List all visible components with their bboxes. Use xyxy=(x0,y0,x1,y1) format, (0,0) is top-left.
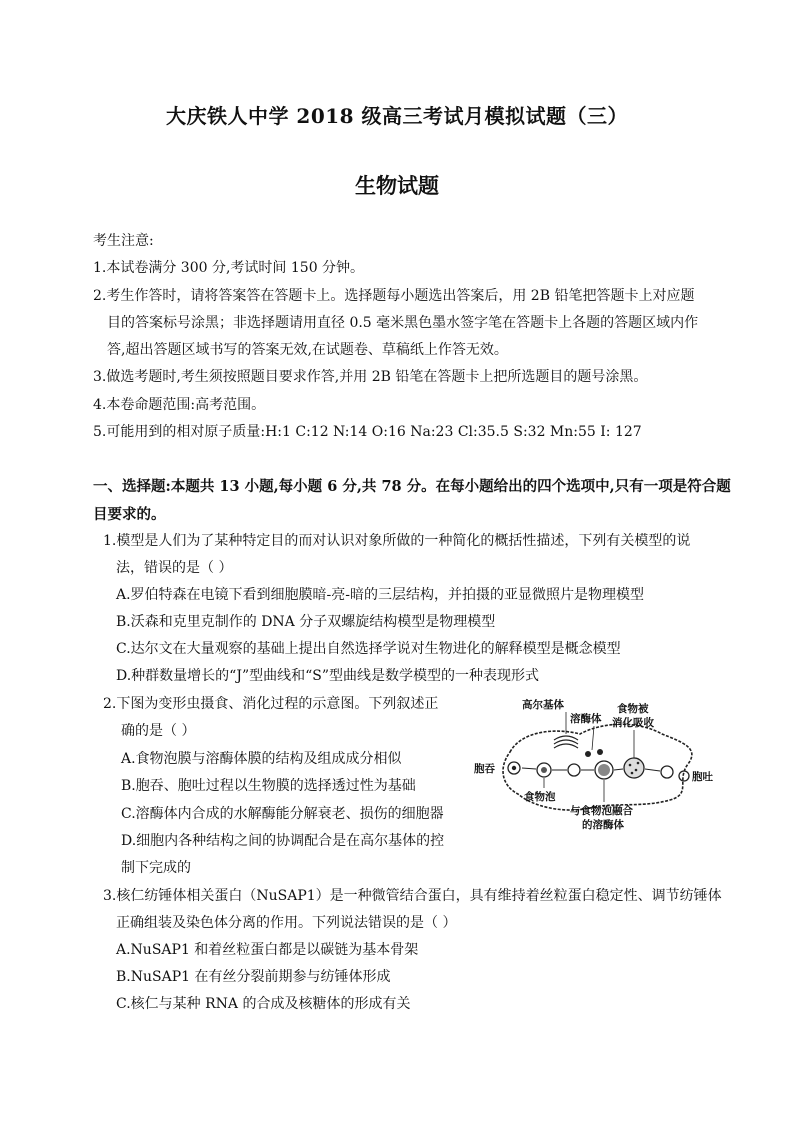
golgi-label: 高尔基体 xyxy=(522,699,564,711)
exocytosis-label: 胞吐 xyxy=(692,771,713,783)
q2-option-b: B.胞吞、胞吐过程以生物膜的选择透过性为基础 xyxy=(121,778,416,794)
amoeba-digestion-diagram xyxy=(462,690,720,840)
lysosome-label: 溶酶体 xyxy=(570,713,602,725)
q2-option-a: A.食物泡膜与溶酶体膜的结构及组成成分相似 xyxy=(121,751,402,767)
fused-lysosome-label-cont: 的溶酶体 xyxy=(582,819,624,831)
notice-item: 5.可能用到的相对原子质量:H:1 C:12 N:14 O:16 Na:23 Cl:35.5 S:32 Mn:55 I: 127 xyxy=(93,424,642,440)
notice-item: 3.做选考题时,考生须按照题目要求作答,并用 2B 铅笔在答题卡上把所选题目的题号涂黑。 xyxy=(93,369,648,385)
digested-label-cont: 消化吸收 xyxy=(612,717,654,729)
notice-item: 答,超出答题区域书写的答案无效,在试题卷、草稿纸上作答无效。 xyxy=(107,342,508,358)
q3-stem-cont: 正确组装及染色体分离的作用。下列说法错误的是（ ） xyxy=(116,915,457,931)
q3-option-a: A.NuSAP1 和着丝粒蛋白都是以碳链为基本骨架 xyxy=(116,942,419,958)
notice-item: 2.考生作答时，请将答案答在答题卡上。选择题每小题选出答案后，用 2B 铅笔把答题卡上对应题 xyxy=(93,288,695,304)
exam-title: 大庆铁人中学 2018 级高三考试月模拟试题（三） xyxy=(165,104,629,128)
section-heading-cont: 目要求的。 xyxy=(93,506,166,523)
q3-stem: 3.核仁纺锤体相关蛋白（NuSAP1）是一种微管结合蛋白，具有维持着丝粒蛋白稳定性、调节纺锤体 xyxy=(103,888,722,904)
q2-option-d-cont: 制下完成的 xyxy=(121,860,191,876)
q2-stem: 2.下图为变形虫摄食、消化过程的示意图。下列叙述正 xyxy=(103,696,439,712)
subject-title: 生物试题 xyxy=(355,173,439,198)
notice-item: 1.本试卷满分 300 分,考试时间 150 分钟。 xyxy=(93,260,365,276)
fused-lysosome-label: 与食物泡融合 xyxy=(570,805,633,817)
section-heading: 一、选择题:本题共 13 小题,每小题 6 分,共 78 分。在每小题给出的四个选项中,只有一项是符合题 xyxy=(93,478,731,495)
notice-heading: 考生注意: xyxy=(93,233,154,249)
q1-option-c: C.达尔文在大量观察的基础上提出自然选择学说对生物进化的解释模型是概念模型 xyxy=(116,641,621,657)
q2-stem-cont: 确的是（ ） xyxy=(121,723,196,739)
q1-option-a: A.罗伯特森在电镜下看到细胞膜暗-亮-暗的三层结构，并拍摄的亚显微照片是物理模型 xyxy=(116,587,645,603)
notice-item: 4.本卷命题范围:高考范围。 xyxy=(93,397,266,413)
notice-item: 目的答案标号涂黑；非选择题请用直径 0.5 毫米黑色墨水签字笔在答题卡上各题的答题区域内作 xyxy=(107,315,699,331)
q1-stem-cont: 法，错误的是（ ） xyxy=(116,560,233,576)
q3-option-b: B.NuSAP1 在有丝分裂前期参与纺锤体形成 xyxy=(116,969,391,985)
q2-option-c: C.溶酶体内合成的水解酶能分解衰老、损伤的细胞器 xyxy=(121,806,444,822)
q1-option-b: B.沃森和克里克制作的 DNA 分子双螺旋结构模型是物理模型 xyxy=(116,614,496,630)
q3-option-c: C.核仁与某种 RNA 的合成及核糖体的形成有关 xyxy=(116,996,411,1012)
endocytosis-label: 胞吞 xyxy=(474,763,495,775)
digested-label: 食物被 xyxy=(617,703,649,715)
q2-option-d: D.细胞内各种结构之间的协调配合是在高尔基体的控 xyxy=(121,833,445,849)
q1-stem: 1.模型是人们为了某种特定目的而对认识对象所做的一种简化的概括性描述，下列有关模型的说 xyxy=(103,533,691,549)
food-vacuole-label: 食物泡 xyxy=(524,791,556,803)
q1-option-d: D.种群数量增长的“J”型曲线和“S”型曲线是数学模型的一种表现形式 xyxy=(116,668,540,684)
